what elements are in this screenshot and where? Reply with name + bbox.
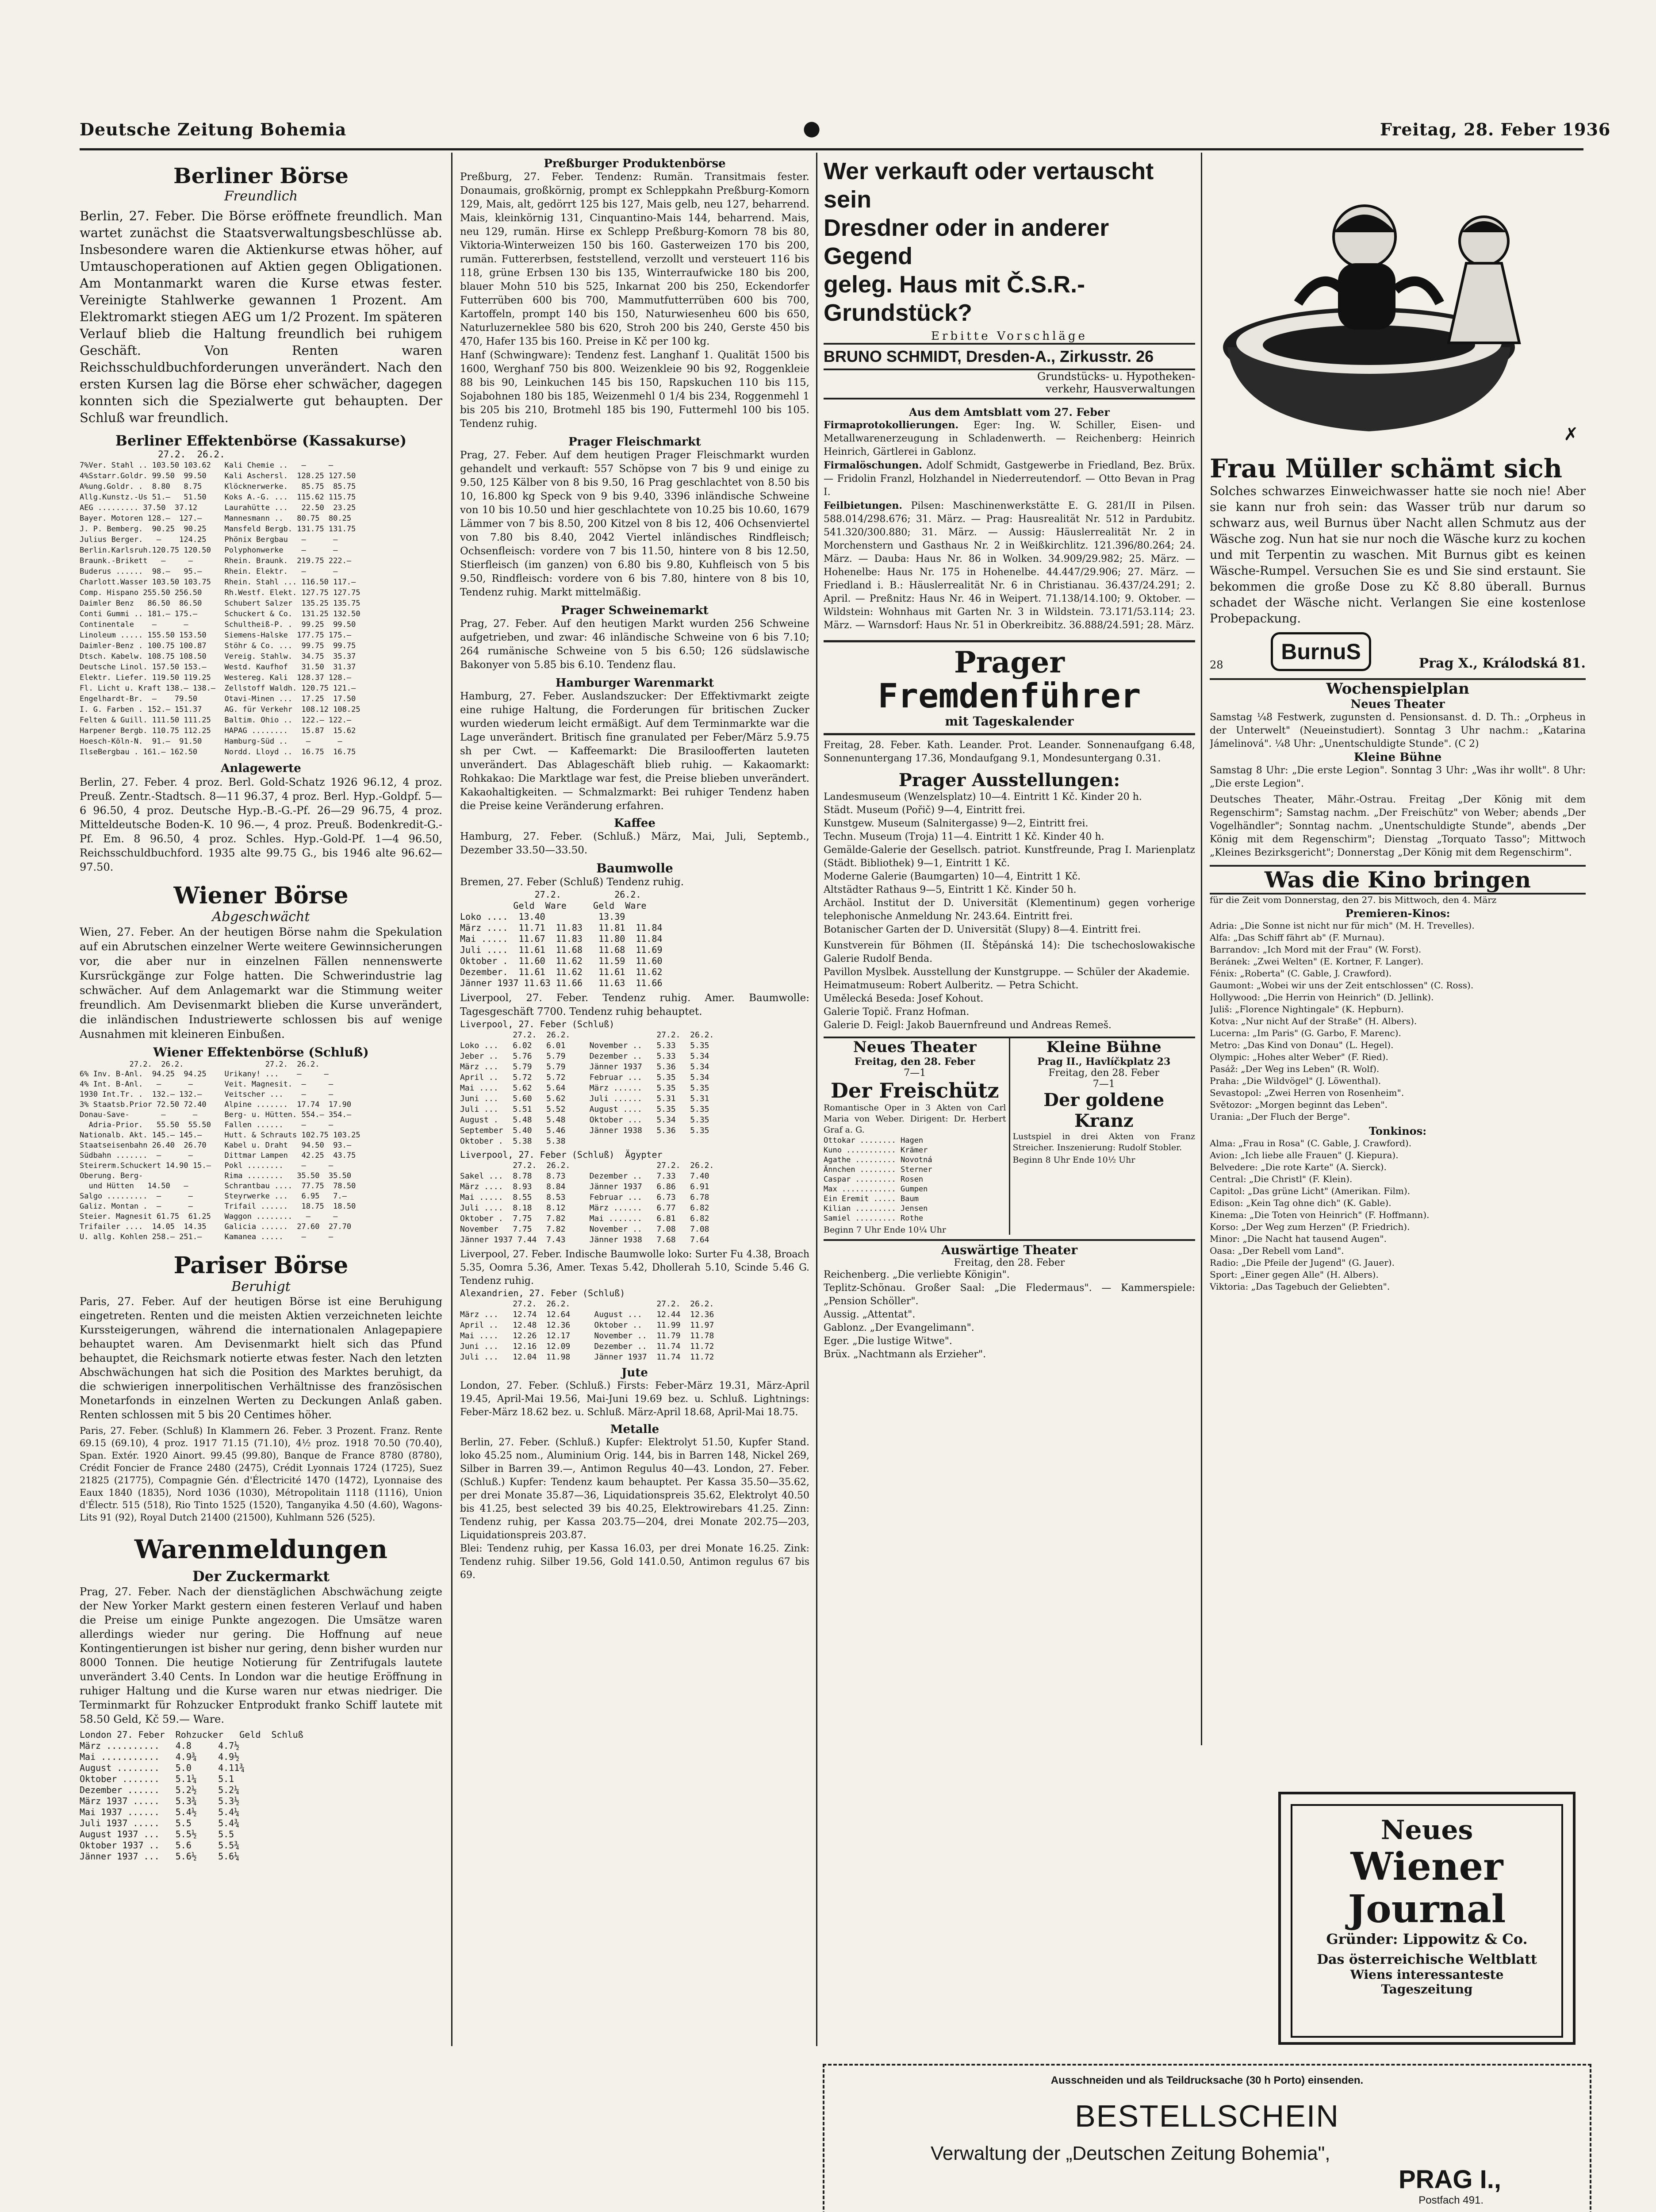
wj-neues: Neues [1380,1815,1473,1846]
column-ads-kino [1210,157,1586,1759]
neues-theater-footer: Beginn 7 Uhr Ende 10¼ Uhr [824,1225,946,1235]
metalle-title: Metalle [610,1423,659,1436]
wien-head: 27.2. 26.2. 27.2. 26.2. [80,1060,320,1069]
table-row: Ännchen ........ Sterner [824,1165,932,1174]
wiener-journal-ad [1278,1792,1576,2045]
header-dot: ● [803,116,821,140]
coupon-prag: PRAG I., [1398,2165,1501,2194]
table-row: Oktober . 7.75 7.82 Mai ....... 6.81 6.82 [460,1214,709,1223]
table-row: April .. 12.48 12.36 Oktober .. 11.99 11.97 [460,1321,714,1330]
table-row: 6% Inv. B-Anl. 94.25 94.25 Urikany! ... — — [80,1070,329,1079]
house-ad-line1: Wer verkauft oder vertauscht sein [824,158,1154,213]
auswaert-text: Reichenberg. „Die verliebte Königin". Teplitz-Schönau. Großer Saal: „Die Fledermaus". — Kammerspiele: „Pension Schöller". Aussig. „Attentat". Gablonz. „Der Evangelimann". Eger. „Die lustige Witwe". Brüx. „Nachtmann als Erzieher". [824,1269,1195,1360]
house-ad-small2: verkehr, Hausverwaltungen [824,383,1195,399]
table-row: I. G. Farben . 152.— 151.37 AG. für Verkehr 108.12 108.25 [80,705,360,714]
table-row: Daimler Benz 86.50 86.50 Schubert Salzer 135.25 135.75 [80,599,360,608]
table-row: Max ............ Gumpen [824,1185,928,1194]
table-row: 4% Int. B-Anl. — — Veit. Magnesit. — — [80,1080,334,1089]
theatre-box [824,1037,1195,1235]
coupon-verwaltung: Verwaltung der „Deutschen Zeitung Bohemia", [931,2143,1330,2164]
table-row: Charlott.Wasser 103.50 103.75 Rhein. Stahl ... 116.50 117.— [80,578,356,587]
auswaert-date: Freitag, den 28. Feber [954,1257,1065,1268]
table-row: Bayer. Motoren 128.— 127.— Mannesmann .. 80.75 80.25 [80,514,352,523]
table-row: Harpener Bergb. 110.75 112.25 HAPAG ........ 15.87 15.62 [80,726,356,735]
column-markets [460,157,809,2212]
house-ad [824,157,1195,327]
table-row: Donau-Save- — — Berg- u. Hütten. 554.— 354.— [80,1110,352,1119]
baumwolle-title: Baumwolle [596,861,673,876]
feilb-text: Pilsen: Maschinenwerkstätte E. G. 281/II in Pilsen. 588.014/298.676; 31. März. — Prag: Hausrealität Nr. 512 in Pardubitz. 541.320/300.880; 31. März. — Aussig: Häuslerrealität Nr. 2 in Morchenstern und Gasthaus Nr. 2 in Weißkirchlitz. 121.396/80.264; 24. März. — Dauba: Haus Nr. 86 in Wolken. 34.909/29.982; 25. März. — Hohenelbe: Haus Nr. 175 in Hohenelbe. 44.447/29.906; 27. März. — Friedland i. B.: Häuslerrealität Nr. 6 in Christianau. 36.437/24.291; 2. April. — Preßnitz: Haus Nr. 46 in Weipert. 71.138/14.100; 9. Oktober. — Wildstein: Wohnhaus mit Garten Nr. 3 in Wildstein. 73.171/53.114; 23. März. — Warnsdorf: Haus Nr. 51 in Oberkreibitz. 36.888/24.591; 28. März. [824,500,1195,631]
table-row: Ein Eremit ..... Baum [824,1194,919,1203]
prag-fleisch-text: Prag, 27. Feber. Auf dem heutigen Prager Fleischmarkt wurden gehandelt und verkauft: 557 Schöpse von 7 bis 9 und einige zu 9.50, 125 Kälber von 8 bis 9.50, 16 Prag geschlachtet von 8.50 bis 10, 16.800 kg Speck von 9 bis 9.40, 3396 inländische Schweine von 10 bis 10.50 und hier geschlachtete von 10.25 bis 10.60, 1679 Lämmer von 7 bis 8.50, 200 Kitzel von 8 bis 12, 406 Ochsenviertel von 7.80 bis 8.40, 2042 Viertel inländisches Rindfleisch; Ochsenfleisch: vordere von 7 bis 11.50, hintere von 8 bis 12.50, Stierfleisch (im ganzen) von 6.80 bis 9.80, Kuhfleisch von 5 bis 9.50, Rindfleisch: vordere von 6 bis 7.80, hintere von 8 bis 10, Tendenz ruhig. Markt mittelmäßig. [460,449,809,598]
coupon-title: BESTELLSCHEIN [1075,2099,1339,2133]
wien-subtitle: Abgeschwächt [212,909,310,925]
fremd-prager: Prager [954,645,1065,680]
kleine-date: Freitag, den 28. Feber [1048,1068,1160,1079]
kranz-text: Lustspiel in drei Akten von Franz Streicher. Inszenierung: Rudolf Stobler. [1012,1132,1195,1152]
anlage-text: Berlin, 27. Feber. 4 proz. Berl. Gold-Schatz 1926 96.12, 4 proz. Preuß. Zentr.-Stadtsch. 8—11 96.37, 4 proz. Berl. Hyp.-Goldpf. 5—6 96.50, 4 proz. Deutsche Hyp.-B.-G.-Pf. 26—29 96.75, 4 proz. Mitteldeutsche Boden-K. 10 96.—, 4 proz. Preuß. Bodenkredit-G.-Pf. Em. 8 96.50, 4 proz. Schles. Hyp.-Gold-Pf. 1—4 96.50, Reichsschuldbuchford. 1935 alte 99.75 G., bis 1946 alte 96.62—97.50. [80,776,442,873]
spielplan-title: Wochenspielplan [1210,678,1586,698]
metalle-text2: Blei: Tendenz ruhig, per Kassa 16.03, per drei Monate 16.25. Zink: Tendenz ruhig. Silber 19.56, Gold 141.0.50, Antimon regulus 67 bis 69. [460,1543,809,1581]
kleine-title: Kleine Bühne [1046,1038,1162,1056]
table-row: Juli 1937 ..... 5.5 5.4¾ [80,1818,240,1828]
table-row: August 1937 ... 5.5½ 5.5 [80,1829,234,1839]
burnus-footer [1210,632,1586,671]
table-row: Daimler-Benz . 100.75 100.87 Stöhr & Co. ... 99.75 99.75 [80,641,356,650]
fremd-text: Freitag, 28. Feber. Kath. Leander. Prot. Leander. Sonnenaufgang 6.48, Sonnenuntergang 17.36, Mondaufgang 9.1, Mondesuntergang 0.31. [824,740,1195,764]
table-row: J. P. Bemberg. 90.25 90.25 Mansfeld Bergb. 131.75 131.75 [80,525,356,534]
svg-text:✗: ✗ [1564,424,1579,445]
table-row: Kilian ......... Jensen [824,1204,928,1213]
house-ad-name: BRUNO SCHMIDT, Dresden-A., Zirkusstr. 26 [824,343,1195,370]
wien-text: Wien, 27. Feber. An der heutigen Börse nahm die Spekulation auf ein Abrutschen einzelner Werte weitere Gewinnsicherungen vor, die aber nur in einzelnen Fällen nennenswerte Kursrückgänge zur Folge hatten. Die Schwerindustrie lag schwächer. Auf dem Anlagemarkt war die Stimmung weiter freundlich. Am Devisenmarkt blieben die Kurse unverändert, die inländischen Industriewerte schlossen bis auf wenige Ausnahmen mit kleineren Einbußen. [80,926,442,1041]
table-row: Adria-Prior. 55.50 55.50 Fallen ...... — — [80,1121,334,1129]
auswaert-title: Auswärtige Theater [824,1239,1195,1257]
liverpool-head: Liverpool, 27. Feber (Schluß) [460,1019,615,1029]
liverpool2-head: Liverpool, 27. Feber (Schluß) Ägypter [460,1149,663,1160]
table-row: und Hütten 14.50 — Schrantbau .... 77.75 78.50 [80,1182,356,1190]
table-row: Fl. Licht u. Kraft 138.— 138.— Zellstoff Waldh. 120.75 121.— [80,684,356,693]
effekten-head: 27.2. 26.2. [80,449,225,460]
table-row: 7%Ver. Stahl .. 103.50 103.62 Kali Chemie .. — — [80,461,334,470]
table-row: U. allg. Kohlen 258.— 251.— Kamanea ..... — — [80,1233,334,1241]
kaffee-text: Hamburg, 27. Feber. (Schluß.) März, Mai, Juli, Septemb., Dezember 33.50—33.50. [460,831,809,856]
table-row: 27.2. 26.2. 27.2. 26.2. [460,1030,714,1040]
neues-theater-time: 7—1 [904,1068,926,1079]
newspaper-name: Deutsche Zeitung Bohemia [80,119,347,139]
table-row: Engelhardt-Br. — 79.50 Otavi-Minen ... 17.25 17.50 [80,695,356,703]
table-row: Oktober 1937 .. 5.6 5.5¾ [80,1840,240,1851]
spielplan-sub1: Neues Theater [1350,698,1445,711]
waren-title: Warenmeldungen [134,1534,388,1564]
jute-text: London, 27. Feber. (Schluß.) Firsts: Feber-März 19.31, März-April 19.45, April-Mai 19.56, Mai-Juni 19.69 bez. u. Schluß. Lightnings: Feber-März 18.62 bez. u. Schluß. März-April 18.68, April-Mai 18.75. [460,1380,809,1418]
table-row: März .... 11.71 11.83 11.81 11.84 [460,922,663,933]
table-row: Caspar ......... Rosen [824,1175,924,1184]
table-row: Mai 1937 ...... 5.4½ 5.4¼ [80,1807,240,1817]
table-row: Kuno ........... Krämer [824,1146,928,1155]
pressburg-title: Preßburger Produktenbörse [544,157,726,170]
house-ad-line2: Dresdner oder in anderer Gegend [824,215,1109,269]
table-row: 1930 Int.Tr. . 132.— 132.— Veitscher ... — — [80,1090,334,1099]
zucker-text: Prag, 27. Feber. Nach der dienstäglichen Abschwächung zeigte der New Yorker Markt gestern einen festeren Verlauf und haben die Preise um einige Punkte angezogen. Die Umsätze waren allerdings wieder nur gering. Die Hoffnung auf neue Kontingentierungen ist bisher nur gering, denn bisher wurden nur 8000 Tonnen. Die heutige Notierung für Zentrifugals lautete unverändert 3.40 Cents. In London war die heutige Eröffnung in ruhiger Haltung und die Kurse waren nur etwas niedriger. Die Terminmarkt für Rohzucker Entprodukt franko Schiff lautete mit 58.50 Geld, Kč 59.— Ware. [80,1586,442,1725]
wj-founder: Gründer: Lippowitz & Co. [1326,1931,1528,1947]
table-row: Steier. Magnesit 61.75 61.25 Waggon ........ — — [80,1212,338,1221]
berlin-report: Berlin, 27. Feber. Die Börse eröffnete freundlich. Man wartet zunächst die Staatsverwaltungsbeschlüsse ab. Insbesondere waren die Aktienkurse etwas höher, auf Umtauschoperationen auf Aktien gegen Obligationen. Am Montanmarkt waren die Kurse etwas fester. Vereinigte Stahlwerke gewannen 1 Prozent. Am Elektromarkt stiegen AEG um 1/2 Prozent. Im späteren Verlauf blieb die Haltung freundlich bei ruhigem Geschäft. Von Renten waren Reichsschuldbuchforderungen unverändert. Nach den ersten Kursen lag die Börse eher schwächer, dagegen konnten sich die Spezialwerte gut behaupten. Der Schluß war freundlich. [80,208,442,425]
berlin-subtitle: Freundlich [224,188,298,204]
pressburg-text: Preßburg, 27. Feber. Tendenz: Rumän. Transitmais fester. Donaumais, großkörnig, prompt ex Schleppkahn Preßburg-Komorn 129, Mais, alt, gedörrt 125 bis 127, Mais gelb, neu 127, beharrend. Mais, kleinkörnig 131, Cinquantino-Mais 144, beharrend. Mais, neu 129, rumän. Hirse ex Schlepp Preßburg-Komorn 78 bis 80, Viktoria-Winterweizen 150 bis 160. Gasterweizen 170 bis 200, rumän. Futtererbsen, feststellend, verzollt und versteuert 116 bis 118, grüne Erbsen 130 bis 135, Winterraufwicke 180 bis 200, blauer Mohn 510 bis 525, Inkarnat 200 bis 250, Eckendorfer Futterrüben 600 bis 700, Mammutfutterrüben 600 bis 700, Kartoffeln, prompt 140 bis 150, Naturwiesenheu 600 bis 650, Naturluzerneklee 580 bis 620, Stroh 200 bis 240, Gerste 450 bis 470, Hafer 135 bis 160. Preise in Kč per 100 kg. [460,171,809,347]
house-ad-line3: geleg. Haus mit Č.S.R.-Grundstück? [824,271,1085,326]
paris-kurse: Paris, 27. Feber. (Schluß) In Klammern 26. Feber. 3 Prozent. Franz. Rente 69.15 (69.10), 4 proz. 1917 71.15 (71.10), 4½ proz. 1918 70.50 (70.40), Span. Extér. 1920 Ainort. 99.45 (99.80), Banque de France 8780 (8780), Crédit Foncier de France 2480 (2475), Crédit Lyonnais 1724 (1725), Suez 21825 (21775), Compagnie Gén. d'Électricité 1470 (1472), Lyonnaise des Eaux 1840 (1835), Nord 1036 (1030), Métropolitain 1118 (1116), Union d'Électr. 515 (518), Rio Tinto 1525 (1520), Tanganyika 4.50 (4.60), Wagons-Lits 91 (92), Royal Dutch 21400 (21500), Kuhlmann 526 (525). [80,1425,442,1523]
table-row: Conti Gummi .. 181.— 175.— Schuckert & Co. 131.25 132.50 [80,610,360,618]
table-row: April .. 5.72 5.72 Februar ... 5.35 5.34 [460,1073,709,1082]
table-row: Linoleum ..... 155.50 153.50 Siemens-Halske 177.75 175.— [80,631,352,640]
firma1-text: Eger: Ing. W. Schiller, Eisen- und Metallwarenerzeugung in Schladenwerth. — Reichenberg: Heinrich Heinrich, Gärtlerei in Gablonz. [824,420,1195,457]
table-row: Südbahn ....... — — Dittmar Lampen 42.25 43.75 [80,1151,356,1160]
cast-list [824,1136,1006,1223]
kleine-addr: Prag II., Havlíčkplatz 23 [1037,1056,1171,1068]
indische-text: Liverpool, 27. Feber. Indische Baumwolle loko: Surter Fu 4.38, Broach 5.35, Oomra 5.36, Amer. Texas 5.42, Dhollerah 5.10, Scinde 5.46 G. Tendenz ruhig. [460,1249,809,1286]
table-row: März ... 12.74 12.64 August ... 12.44 12.36 [460,1310,714,1319]
kino-list1-title: Premieren-Kinos: [1345,907,1450,920]
table-row: Oberung. Berg- Rima ........ 35.50 35.50 [80,1171,352,1180]
kino-title: Was die Kino bringen [1210,865,1586,895]
spielplan-sub2: Kleine Bühne [1353,751,1442,764]
kino-list2: Alma: „Frau in Rosa" (C. Gable, J. Crawford). Avion: „Ich liebe alle Frauen" (J. Kiepura). Belvedere: „Die rote Karte" (A. Sierck). Central: „Die Christl" (F. Klein). Capitol: „Das grüne Licht" (Amerikan. Film). Edison: „Kein Tag ohne dich" (K. Gable). Kinema: „Die Toten von Heinrich" (F. Hoffmann). Korso: „Der Weg zum Herzen" (P. Friedrich). Minor: „Die Nacht hat tausend Augen". Oasa: „Der Rebell vom Land". Radio: „Die Pfeile der Jugend" (G. Jauer). Sport: „Einer gegen Alle" (H. Albers). Viktoria: „Das Tagebuch der Geliebten". [1210,1138,1430,1292]
bremen-text: Bremen, 27. Feber (Schluß) Tendenz ruhig. [460,876,684,888]
wien-schluss-title: Wiener Effektenbörse (Schluß) [153,1045,369,1060]
table-row: 4%Sstarr.Goldr. 99.50 99.50 Kali Aschersl. 128.25 127.50 [80,472,356,480]
table-row: 3% Staatsb.Prior 72.50 72.40 Alpine ....... 17.74 17.90 [80,1100,352,1109]
feilb-title: Feilbietungen. [824,500,903,511]
prag-fleisch-title: Prager Fleischmarkt [568,435,701,449]
schwein-title: Prager Schweinemarkt [561,604,709,617]
column-divider [451,153,452,2046]
table-row: Jeber .. 5.76 5.79 Dezember .. 5.33 5.34 [460,1052,709,1061]
london-table [80,1740,442,1862]
table-row: Juli ... 12.04 11.98 Jänner 1937 11.74 11.72 [460,1352,714,1362]
kaffee-title: Kaffee [614,817,656,830]
table-row: Sakel ... 8.78 8.73 Dezember .. 7.33 7.40 [460,1171,709,1181]
fremd-title: Fremdenführer [878,676,1141,715]
ausstellungen-text2: Kunstverein für Böhmen (II. Štěpánská 14): Die tschechoslowakische Galerie Rudolf Benda. Pavillon Myslbek. Ausstellung der Kunstgruppe. — Schüler der Akademie. Heimatmuseum: Robert Aulberitz. — Petra Schicht. Umělecká Beseda: Josef Kohout. Galerie Topič. Franz Hofman. Galerie D. Feigl: Jakob Bauernfreund und Andreas Remeš. [824,940,1195,1031]
table-row: Elektr. Liefer. 119.50 119.25 Westereg. Kali 128.37 128.— [80,673,352,682]
alexandrien-table [460,1299,809,1363]
spielplan-text1: Samstag ¼8 Festwerk, zugunsten d. Pensionsanst. d. D. Th.: „Orpheus in der Unterwelt" (Neueinstudiert). Sonntag 3 Uhr nachm.: „Katarina Jámelinová". ¼8 Uhr: „Unentschuldigte Stunde". (C 2) [1210,712,1586,749]
table-row: Continentale — — Schultheiß-P. . 99.25 99.50 [80,620,356,629]
table-row: Felten & Guill. 111.50 111.25 Baltim. Ohio .. 122.— 122.— [80,716,352,725]
burnus-number: 28 [1210,659,1223,671]
freischuetz-title: Der Freischütz [831,1079,999,1102]
wj-line1: Das österreichische Weltblatt [1317,1952,1537,1967]
bremen-head: 27.2. 26.2. Geld Ware Geld Ware [513,889,647,911]
table-row: IlseBergbau . 161.— 162.50 Nordd. Lloyd .. 16.75 16.75 [80,748,356,757]
burnus-logo: BurnuS [1271,632,1371,671]
amtsblatt-title: Aus dem Amtsblatt vom 27. Feber [909,406,1110,419]
neues-theater-title: Neues Theater [853,1038,977,1056]
liverpool-table [460,1030,809,1147]
washing-tub-illustration [1210,157,1586,449]
table-row: März .... 8.93 8.84 Jänner 1937 6.86 6.91 [460,1182,709,1191]
alexandrien-head: Alexandrien, 27. Feber (Schluß) [460,1288,625,1298]
liverpool2-table [460,1160,809,1245]
metalle-text: Berlin, 27. Feber. (Schluß.) Kupfer: Elektrolyt 51.50, Kupfer Stand. loko 45.25 nom., Aluminium Orig. 144, bis in Barren 148, Nickel 269, Silber in Barren 39.—, Antimon Regulus 40—43. London, 27. Feber. (Schluß.) Kupfer: Tendenz kaum behauptet. Per Kassa 35.50—35.62, per drei Monate 35.87—36, Liquidationspreis 35.62, Elektrolyt 40.50 bis 41.25, best selected 39 bis 40.25, Elektrowirebars 41.25. Zinn: Tendenz ruhig, per Kassa 203.75—204, drei Monate 202.75—203, Liquidationspreis 203.87. [460,1437,809,1541]
table-row: Julius Berger. — 124.25 Phönix Bergbau — — [80,535,338,544]
column-finance [80,155,442,2212]
table-row: AEG ......... 37.50 37.12 Laurahütte ... 22.50 23.25 [80,503,356,512]
table-row: Juli .... 8.18 8.12 März ...... 6.77 6.82 [460,1203,709,1213]
table-row: November 7.75 7.82 November .. 7.08 7.08 [460,1225,709,1234]
column-divider [1201,153,1202,1745]
table-row: Braunk.-Brikett — — Rhein. Braunk. 219.75 222.— [80,557,352,565]
table-row: Ottokar ........ Hagen [824,1136,924,1145]
table-row: Mai ..... 11.67 11.83 11.80 11.84 [460,933,663,944]
neues-theater-block [824,1038,1010,1235]
ausstellungen-text: Landesmuseum (Wenzelsplatz) 10—4. Eintritt 1 Kč. Kinder 20 h. Städt. Museum (Pořič) 9—4, Eintritt frei. Kunstgew. Museum (Salnitergasse) 9—2, Eintritt frei. Techn. Museum (Troja) 11—4. Eintritt 1 Kč. Kinder 40 h. Gemälde-Galerie der Gesellsch. patriot. Kunstfreunde, Prag I. Marienplatz (Städt. Bibliothek) 9—1, Eintritt 1 Kč. Moderne Galerie (Baumgarten) 10—4, Eintritt 1 Kč. Altstädter Rathaus 9—5, Eintritt 1 Kč. Kinder 50 h. Archäol. Institut der D. Universität (Klementinum) gegen vorherige telephonische Anmeldung Nr. 243.64. Eintritt frei. Botanischer Garten der D. Universität (Slupy) 8—4. Eintritt frei. [824,791,1195,935]
mueller-text: Solches schwarzes Einweichwasser hatte sie noch nie! Aber sie kann nur froh sein: das Wasser trüb nur darum so schwarz aus, weil Burnus über Nacht allen Schmutz aus der Wäsche zog. Nun hat sie nur noch die Wäsche kurz zu kochen und mit Terpentin zu waschen. Mit Burnus gibt es keinen Wäsche-Rumpel. Versuchen Sie es und Sie sind erstaunt. Sie bekommen die große Dose zu Kč 8.80 überall. Burnus schadet der Wäsche nicht. Verlangen Sie eine kostenlose Probepackung. [1210,484,1586,626]
kino-list2-title: Tonkinos: [1368,1125,1427,1137]
table-row: Juni ... 5.60 5.62 Juli ...... 5.31 5.31 [460,1094,709,1103]
jute-title: Jute [621,1366,648,1379]
pressburg-text2: Hanf (Schwingware): Tendenz fest. Langhanf 1. Qualität 1500 bis 1600, Werghanf 750 bis 800. Weizenkleie 90 bis 92, Roggenkleie 88 bis 90, Leinkuchen 145 bis 150, Rapskuchen 110 bis 115, Sojabohnen 180 bis 185, Weizenmehl 0 1/4 bis 234, Roggenmehl 1 bis 205 bis 210, Brotmehl 185 bis 190, Futtermehl 100 bis 105. Tendenz ruhig. [460,349,809,430]
neues-theater-date: Freitag, den 28. Feber [854,1056,975,1068]
mueller-title: Frau Müller schämt sich [1210,453,1562,484]
table-row: Oktober . 11.60 11.62 11.59 11.60 [460,956,663,966]
table-row: Buderus ...... 98.— 95.— Rhein. Elektr. — — [80,567,338,576]
table-row: Deutsche Linol. 157.50 153.— Westd. Kaufhof 31.50 31.37 [80,663,356,672]
table-row: August . 5.48 5.48 Oktober ... 5.34 5.35 [460,1115,709,1125]
kranz-title: Der goldene Kranz [1043,1090,1165,1131]
wj-title: Wiener Journal [1348,1844,1506,1932]
table-row: Oktober ....... 5.1¼ 5.1 [80,1774,234,1784]
firma2-text: Adolf Schmidt, Gastgewerbe in Friedland, Bez. Brüx. — Fridolin Franzl, Holzhandel in Niederreutendorf. — Otto Bevan in Prag I. [824,460,1195,498]
paris-title: Pariser Börse [173,1252,349,1279]
issue-date: Freitag, 28. Feber 1936 [1380,119,1611,139]
table-row: A%ung.Goldr. . 8.80 8.75 Klöcknerwerke. 85.75 85.75 [80,482,356,491]
table-row: Juli .... 11.61 11.68 11.68 11.69 [460,945,663,955]
house-ad-sub: Erbitte Vorschläge [931,330,1088,343]
effekten-table [80,460,442,757]
table-row: Jänner 1937 7.44 7.43 Jänner 1938 7.68 7.64 [460,1235,709,1244]
order-coupon [823,2064,1591,2212]
table-row: Berlin.Karlsruh.120.75 120.50 Polyphonwerke — — [80,546,338,555]
liverpool-text: Liverpool, 27. Feber. Tendenz ruhig. Amer. Baumwolle: Tagesgeschäft 7700. Tendenz ruhig behauptet. [460,992,809,1018]
table-row: März .......... 4.8 4.7½ [80,1740,240,1751]
table-row: Comp. Hispano 255.50 256.50 Rh.Westf. Elekt. 127.75 127.75 [80,588,360,597]
table-row: August ........ 5.0 4.11¾ [80,1763,245,1773]
table-row: Loko .... 13.40 13.39 [460,911,625,922]
anlage-title: Anlagewerte [221,762,301,775]
table-row: Juni ... 12.16 12.09 Dezember .. 11.74 11.72 [460,1342,714,1351]
wj-line3: Tageszeitung [1381,1982,1473,1997]
freischuetz-text: Romantische Oper in 3 Akten von Carl Maria von Weber. Dirigent: Dr. Herbert Graf a. G. [824,1103,1006,1135]
table-row: Allg.Kunstz.-Us 51.— 51.50 Koks A.-G. ... 115.62 115.75 [80,493,356,502]
kino-list1: Adria: „Die Sonne ist nicht nur für mich" (M. H. Trevelles). Alfa: „Das Schiff fährt ab" (F. Murnau). Barrandov: „Ich Mord mit der Frau" (W. Forst). Beránek: „Zwei Welten" (E. Kortner, F. Langer). Fénix: „Roberta" (C. Gable, J. Crawford). Gaumont: „Wobei wir uns der Zeit entschlossen" (C. Ross). Hollywood: „Die Herrin von Heinrich" (D. Jellink). Juliš: „Florence Nightingale" (K. Hepburn). Kotva: „Nur nicht Auf der Straße" (H. Albers). Lucerna: „Im Paris" (G. Garbo, F. Marenc). Metro: „Das Kind von Donau" (L. Hegel). Olympic: „Hohes alter Weber" (F. Ried). Pasáž: „Der Weg ins Leben" (R. Wolf). Praha: „Die Wildvögel" (J. Löwenthal). Sevastopol: „Zwei Herren von Rosenheim". Světozor: „Morgen beginnt das Leben". Urania: „Der Fluch der Berge". [1210,920,1475,1122]
effekten-title: Berliner Effektenbörse (Kassakurse) [115,432,407,449]
table-row: Mai .... 12.26 12.17 November .. 11.79 11.78 [460,1331,714,1340]
table-row: Staatseisenbahn 26.40 26.70 Kabel u. Draht 94.50 93.— [80,1141,352,1150]
table-row: Steirerm.Schuckert 14.90 15.— Pokl ........ — — [80,1161,334,1170]
paris-text: Paris, 27. Feber. Auf der heutigen Börse ist eine Beruhigung eingetreten. Renten und die meisten Aktien verzeichneten leichte Kurssteigerungen, während die internationalen Anlagepapiere behauptet waren. Am Devisenmarkt hielt sich das Pfund behauptet, die Reichsmark notierte etwas fester. Nach den letzten Abschwächungen hat sich die Position des Marktes beruhigt, da die schwierigen innerpolitischen Verhältnisse des französischen Monetarfonds in einzelnen Werten zu Deckungen Anlaß gaben. Renten schlossen mit 5 bis 20 Centimes höher. [80,1295,442,1421]
header-rule [80,148,1583,150]
schwein-text: Prag, 27. Feber. Auf den heutigen Markt wurden 256 Schweine aufgetrieben, und zwar: 46 inländische Schweine von 6 bis 7.10; 264 rumänische Schweine von 5 bis 6.50; 126 südslawische Bakonyer von 5.85 bis 6.10. Tendenz flau. [460,618,809,671]
berlin-title: Berliner Börse [173,164,349,188]
table-row: Hoesch-Köln-N. 91.— 91.50 Hamburg-Süd .. — — [80,737,342,746]
table-row: März ... 5.79 5.79 Jänner 1937 5.36 5.34 [460,1062,709,1071]
table-row: 27.2. 26.2. 27.2. 26.2. [460,1161,714,1170]
table-row: Dezember. 11.61 11.62 11.61 11.62 [460,967,663,977]
table-row: Nationalb. Akt. 145.— 145.— Hutt. & Schrauts 102.75 103.25 [80,1131,360,1140]
london-head: London 27. Feber Rohzucker Geld Schluß [80,1729,303,1740]
table-row: Jänner 1937 ... 5.6½ 5.6¼ [80,1851,240,1862]
burnus-address: Prag X., Králodská 81. [1418,656,1586,671]
table-row: Agathe ......... Novotná [824,1156,932,1164]
house-ad-small1: Grundstücks- u. Hypotheken- [1037,370,1195,383]
table-row: Dtsch. Kabelw. 108.75 108.50 Vereig. Stahlw. 34.75 35.37 [80,652,356,661]
spielplan-text2: Samstag 8 Uhr: „Die erste Legion". Sonntag 3 Uhr: „Was ihr wollt". 8 Uhr: „Die erste Legion". [1210,765,1586,789]
table-row: Loko ... 6.02 6.01 November .. 5.33 5.35 [460,1041,709,1050]
hamburg-text: Hamburg, 27. Feber. Auslandszucker: Der Effektivmarkt zeigte eine ruhige Haltung, die Forderungen für britischen Zucker wurden wiederum leicht ermäßigt. Auf dem Terminmarkte war die Lage unverändert. Britisch fine granulated per Feber/März 5.9.75 sh per Cwt. — Kaffeemarkt: Die Brasiloofferten lauteten unverändert. Das Ablageschäft blieb ruhig. — Kakaomarkt: Rohkakao: Die Marktlage war fest, die Preise blieben unverändert. Kakaohaltigkeiten. — Schmalzmarkt: Bei ruhiger Tendenz haben die Preise keine Veränderung erfahren. [460,691,809,812]
fremdenfuehrer-banner [824,640,1195,735]
bremen-table [460,911,809,989]
ausstellungen-title: Prager Ausstellungen: [898,770,1120,791]
wj-line2: Wiens interessanteste [1350,1967,1504,1982]
fremd-sub: mit Tageskalender [945,714,1074,729]
wien-title: Wiener Börse [173,882,349,909]
firma1-title: Firmaprotokollierungen. [824,419,959,431]
coupon-postfach: Postfach 491. [1418,2194,1484,2206]
table-row: Galiz. Montan . — — Trifail ...... 18.75 18.50 [80,1202,356,1211]
table-row: 27.2. 26.2. 27.2. 26.2. [460,1299,714,1309]
table-row: Samiel ......... Rothe [824,1214,924,1223]
table-row: September 5.40 5.46 Jänner 1938 5.36 5.35 [460,1126,709,1135]
table-row: Mai .... 5.62 5.64 März ...... 5.35 5.35 [460,1083,709,1093]
zucker-title: Der Zuckermarkt [192,1568,330,1585]
spielplan-text3: Deutsches Theater, Mähr.-Ostrau. Freitag „Der König mit dem Regenschirm"; Samstag nachm. „Der Freischütz" von Weber; abends „Der Vogelhändler"; Sonntag nachm. „Unentschuldigte Stunde", abends „Der König mit dem Regenschirm"; Dienstag „Torquato Tasso"; Mittwoch „Kleines Bezirksgericht"; Donnerstag „Der König mit dem Regenschirm". [1210,794,1586,858]
table-row: Jänner 1937 11.63 11.66 11.63 11.66 [460,978,663,988]
table-row: März 1937 ..... 5.3¾ 5.3½ [80,1796,240,1806]
table-row: Oktober . 5.38 5.38 [460,1137,566,1146]
table-row: Mai ........... 4.9¾ 4.9½ [80,1751,240,1762]
paris-subtitle: Beruhigt [231,1279,291,1294]
hamburg-title: Hamburger Warenmarkt [555,676,714,690]
wien-table [80,1069,442,1242]
column-ads-theatre [824,157,1195,1962]
kleine-buehne-block [1010,1038,1196,1235]
table-row: Dezember ...... 5.2½ 5.2¼ [80,1785,240,1795]
table-row: Salgo ......... — — Steyrwerke ... 6.95 7.— [80,1192,347,1201]
coupon-top-note: Ausschneiden und als Teildrucksache (30 h Porto) einsenden. [1050,2074,1364,2086]
kleine-time: 7—1 [1092,1079,1115,1090]
table-row: Mai ..... 8.55 8.53 Februar ... 6.73 6.78 [460,1193,709,1202]
firma2-title: Firmalöschungen. [824,460,922,471]
table-row: Trifailer .... 14.05 14.35 Galicia ...... 27.60 27.70 [80,1222,352,1231]
kino-sub: für die Zeit vom Donnerstag, den 27. bis Mittwoch, den 4. März [1210,895,1497,905]
kranz-footer: Beginn 8 Uhr Ende 10½ Uhr [1012,1155,1135,1165]
table-row: Juli ... 5.51 5.52 August .... 5.35 5.35 [460,1105,709,1114]
column-divider [816,153,817,2046]
